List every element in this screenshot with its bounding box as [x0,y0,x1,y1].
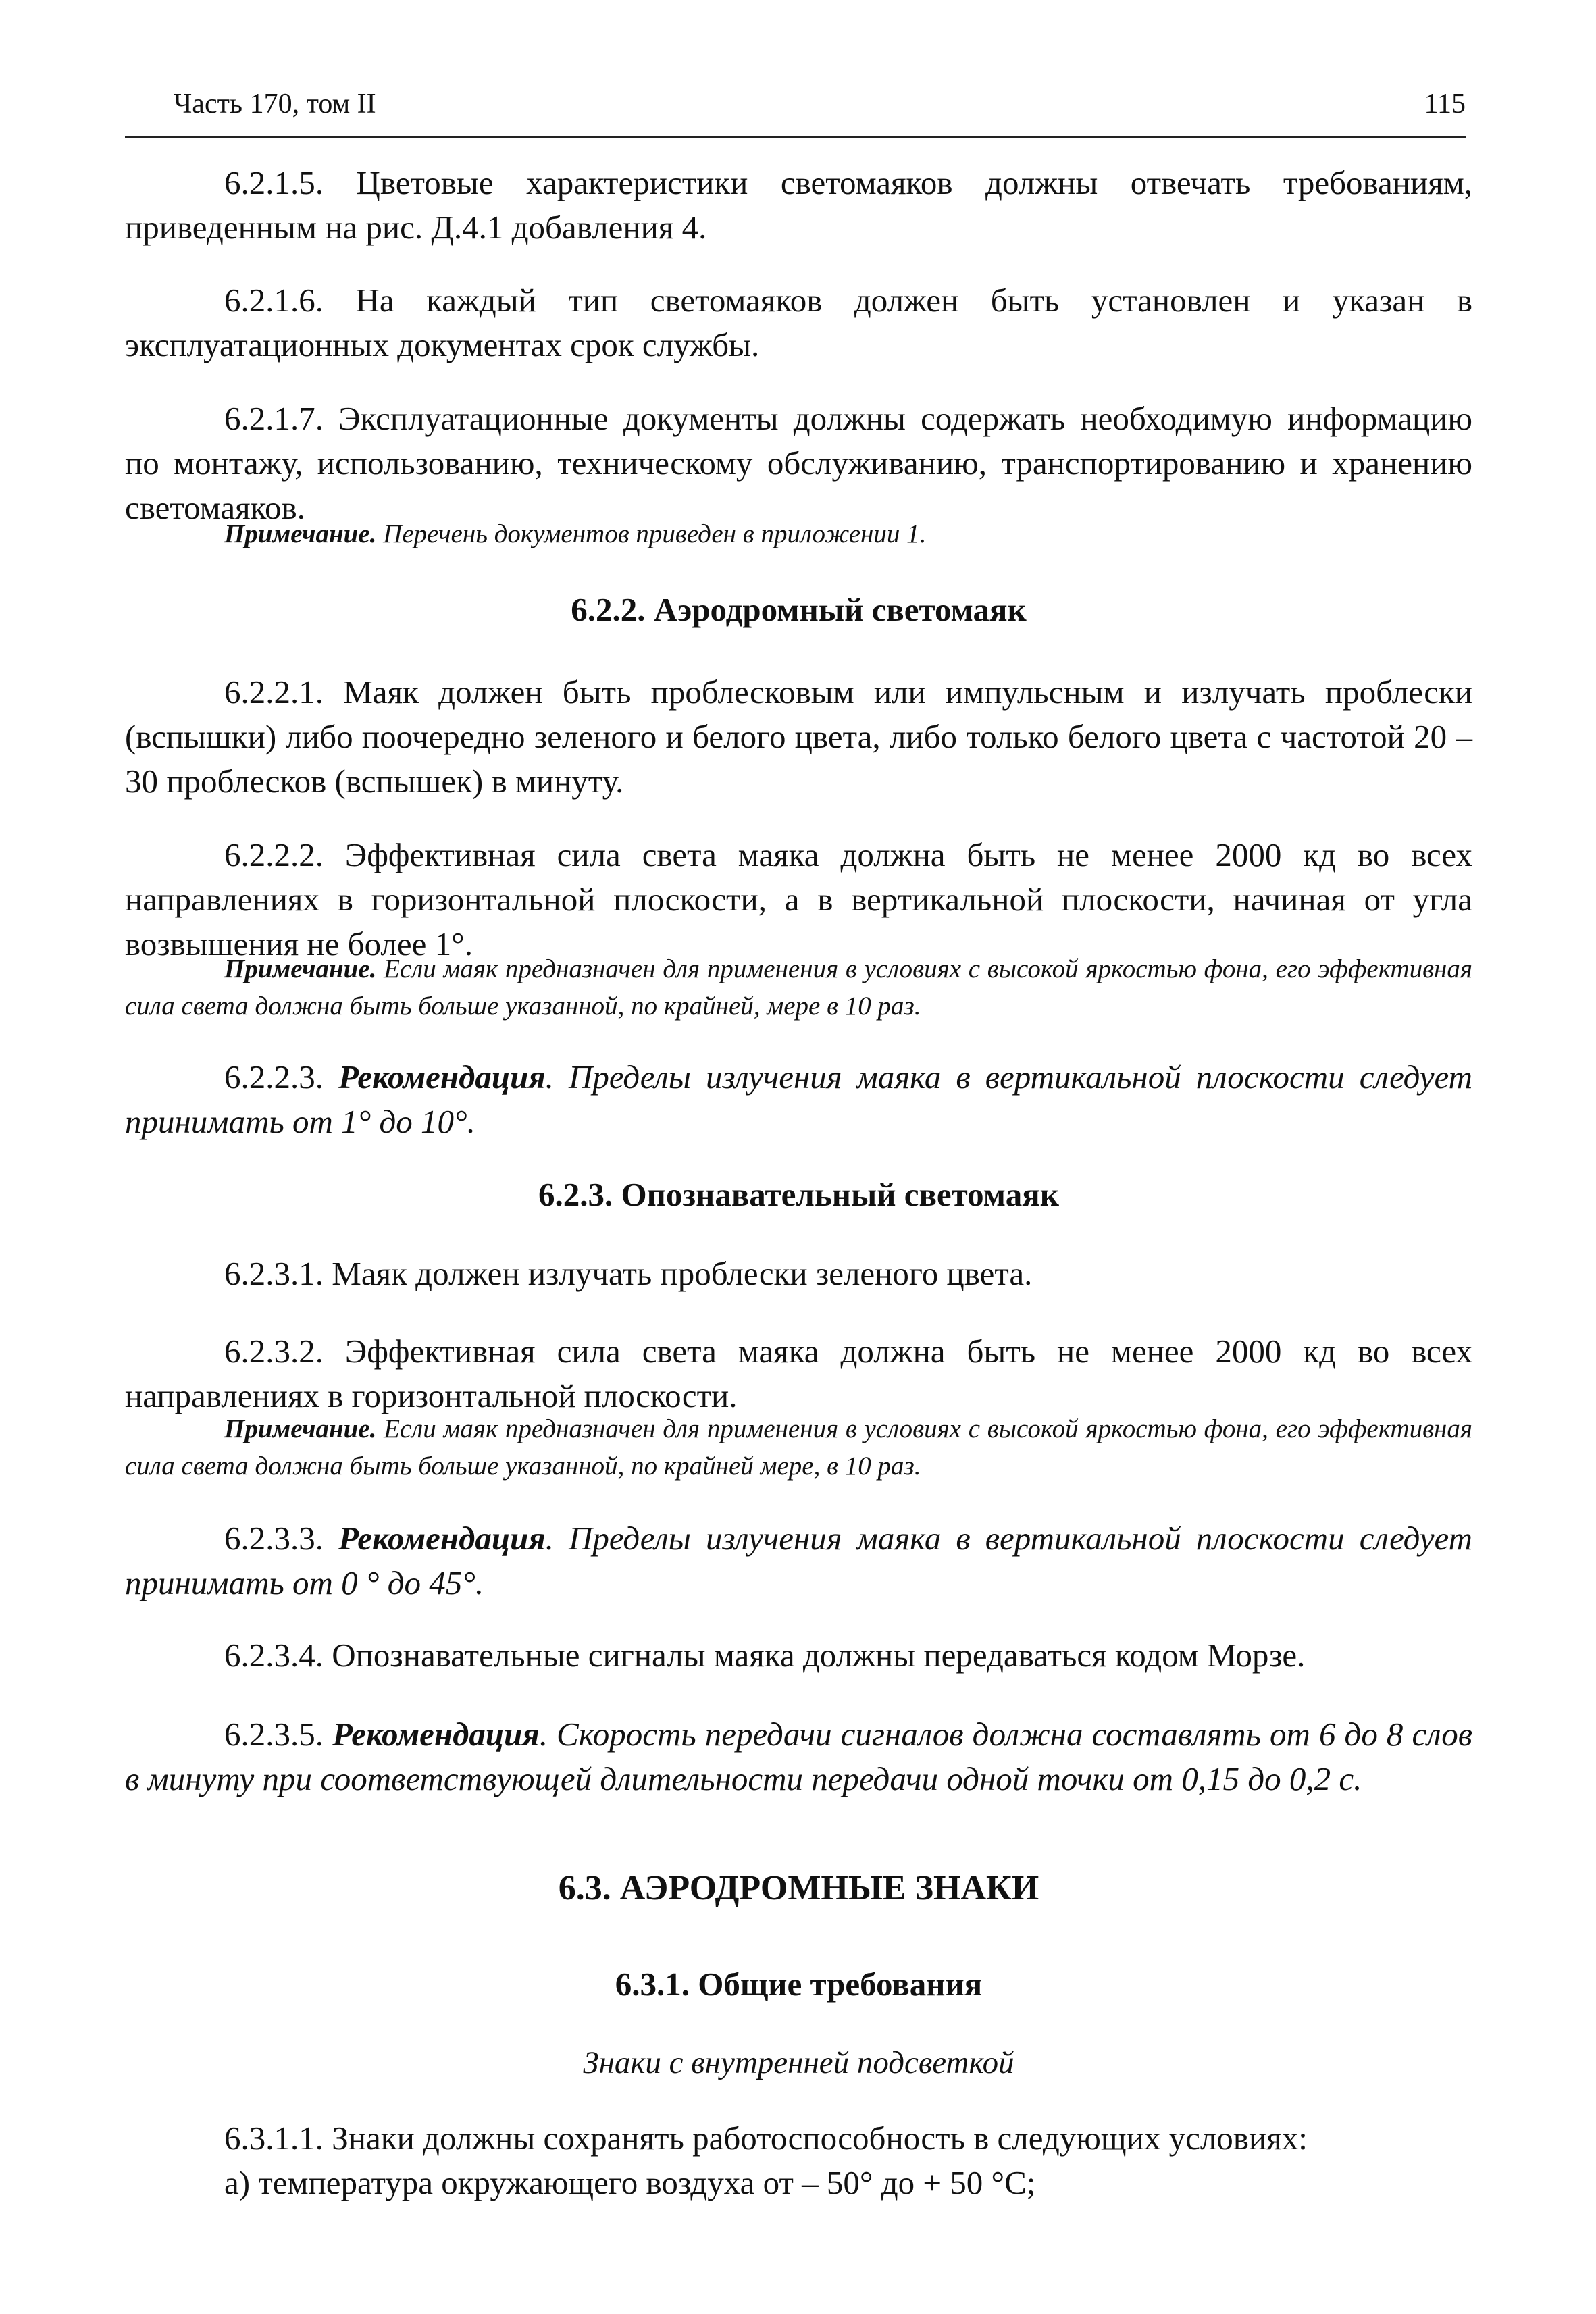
note-documents-list [125,515,1472,552]
note-label: Примечание. [224,1414,377,1443]
note-label: Примечание. [224,519,377,548]
paragraph-6-2-2-2: 6.2.2.2. Эффективная сила света маяка должна быть не менее 2000 кд во всех направлениях в горизонтальной плоскости, а в вертикальной плоскости, начиная от угла возвышения не более 1°. [125,836,1472,962]
recommendation-label: Рекомендация [338,1058,546,1096]
subheading-internally-lit-signs: Знаки с внутренней подсветкой [583,2045,1014,2080]
header-part-volume: Часть 170, том II [174,88,376,120]
note-label: Примечание. [224,954,377,983]
note-text: Перечень документов приведен в приложении 1. [376,519,927,548]
list-item-a: а) температура окружающего воздуха от – 50° до + 50 °С; [224,2164,1036,2201]
paragraph-6-2-1-7: 6.2.1.7. Эксплуатационные документы должны содержать необходимую информацию по монтажу, использованию, техническому обслуживанию, транспортированию и хранению светомаяков. [125,400,1472,526]
paragraph-6-2-3-4: 6.2.3.4. Опознавательные сигналы маяка должны передаваться кодом Морзе. [224,1637,1306,1674]
paragraph-6-2-2-3 [125,1055,1472,1144]
recommendation-text: . Пределы излучения маяка в вертикальной плоскости следует принимать от 0 ° до 45°. [125,1520,1472,1601]
note-high-brightness-2 [125,1410,1472,1485]
note-text: Если маяк предназначен для применения в условиях с высокой яркостью фона, его эффективная сила света должна быть больше указанной, по крайней, мере в 10 раз. [125,954,1472,1021]
clause-number: 6.2.3.5. [224,1716,333,1753]
section-heading-6-3: 6.3. АЭРОДРОМНЫЕ ЗНАКИ [558,1869,1039,1907]
recommendation-label: Рекомендация [338,1520,546,1557]
paragraph-6-2-3-3 [125,1516,1472,1605]
page-number: 115 [1424,88,1466,120]
clause-number: 6.2.3.3. [224,1520,339,1557]
running-header [125,82,1466,138]
paragraph-6-2-1-5: 6.2.1.5. Цветовые характеристики светомаяков должны отвечать требованиям, приведенным на рис. Д.4.1 добавления 4. [125,164,1472,246]
recommendation-text: . Скорость передачи сигналов должна составлять от 6 до 8 слов в минуту при соответствующей длительности передачи одной точки от 0,15 до 0,2 с. [125,1716,1472,1797]
recommendation-label: Рекомендация [332,1716,540,1753]
paragraph-6-2-1-6: 6.2.1.6. На каждый тип светомаяков должен быть установлен и указан в эксплуатационных документах срок службы. [125,282,1472,363]
paragraph-6-2-2-1: 6.2.2.1. Маяк должен быть проблесковым или импульсным и излучать проблески (вспышки) либо поочередно зеленого и белого цвета, либо только белого цвета с частотой 20 – 30 проблесков (вспышек) в минуту. [125,673,1472,800]
clause-number: 6.2.2.3. [224,1058,339,1096]
recommendation-text: . Пределы излучения маяка в вертикальной плоскости следует принимать от 1° до 10°. [125,1058,1472,1140]
section-heading-6-2-3: 6.2.3. Опознавательный светомаяк [538,1176,1059,1213]
paragraph-6-2-3-1: 6.2.3.1. Маяк должен излучать проблески зеленого цвета. [224,1255,1033,1292]
note-text: Если маяк предназначен для применения в условиях с высокой яркостью фона, его эффективная сила света должна быть больше указанной, по крайней мере, в 10 раз. [125,1414,1472,1481]
section-heading-6-3-1: 6.3.1. Общие требования [615,1965,983,2003]
note-high-brightness-1 [125,950,1472,1025]
section-heading-6-2-2: 6.2.2. Аэродромный светомаяк [571,591,1027,628]
paragraph-6-2-3-5 [125,1712,1472,1801]
paragraph-6-2-3-2: 6.2.3.2. Эффективная сила света маяка должна быть не менее 2000 кд во всех направлениях в горизонтальной плоскости. [125,1333,1472,1414]
paragraph-6-3-1-1: 6.3.1.1. Знаки должны сохранять работоспособность в следующих условиях: [224,2119,1308,2157]
